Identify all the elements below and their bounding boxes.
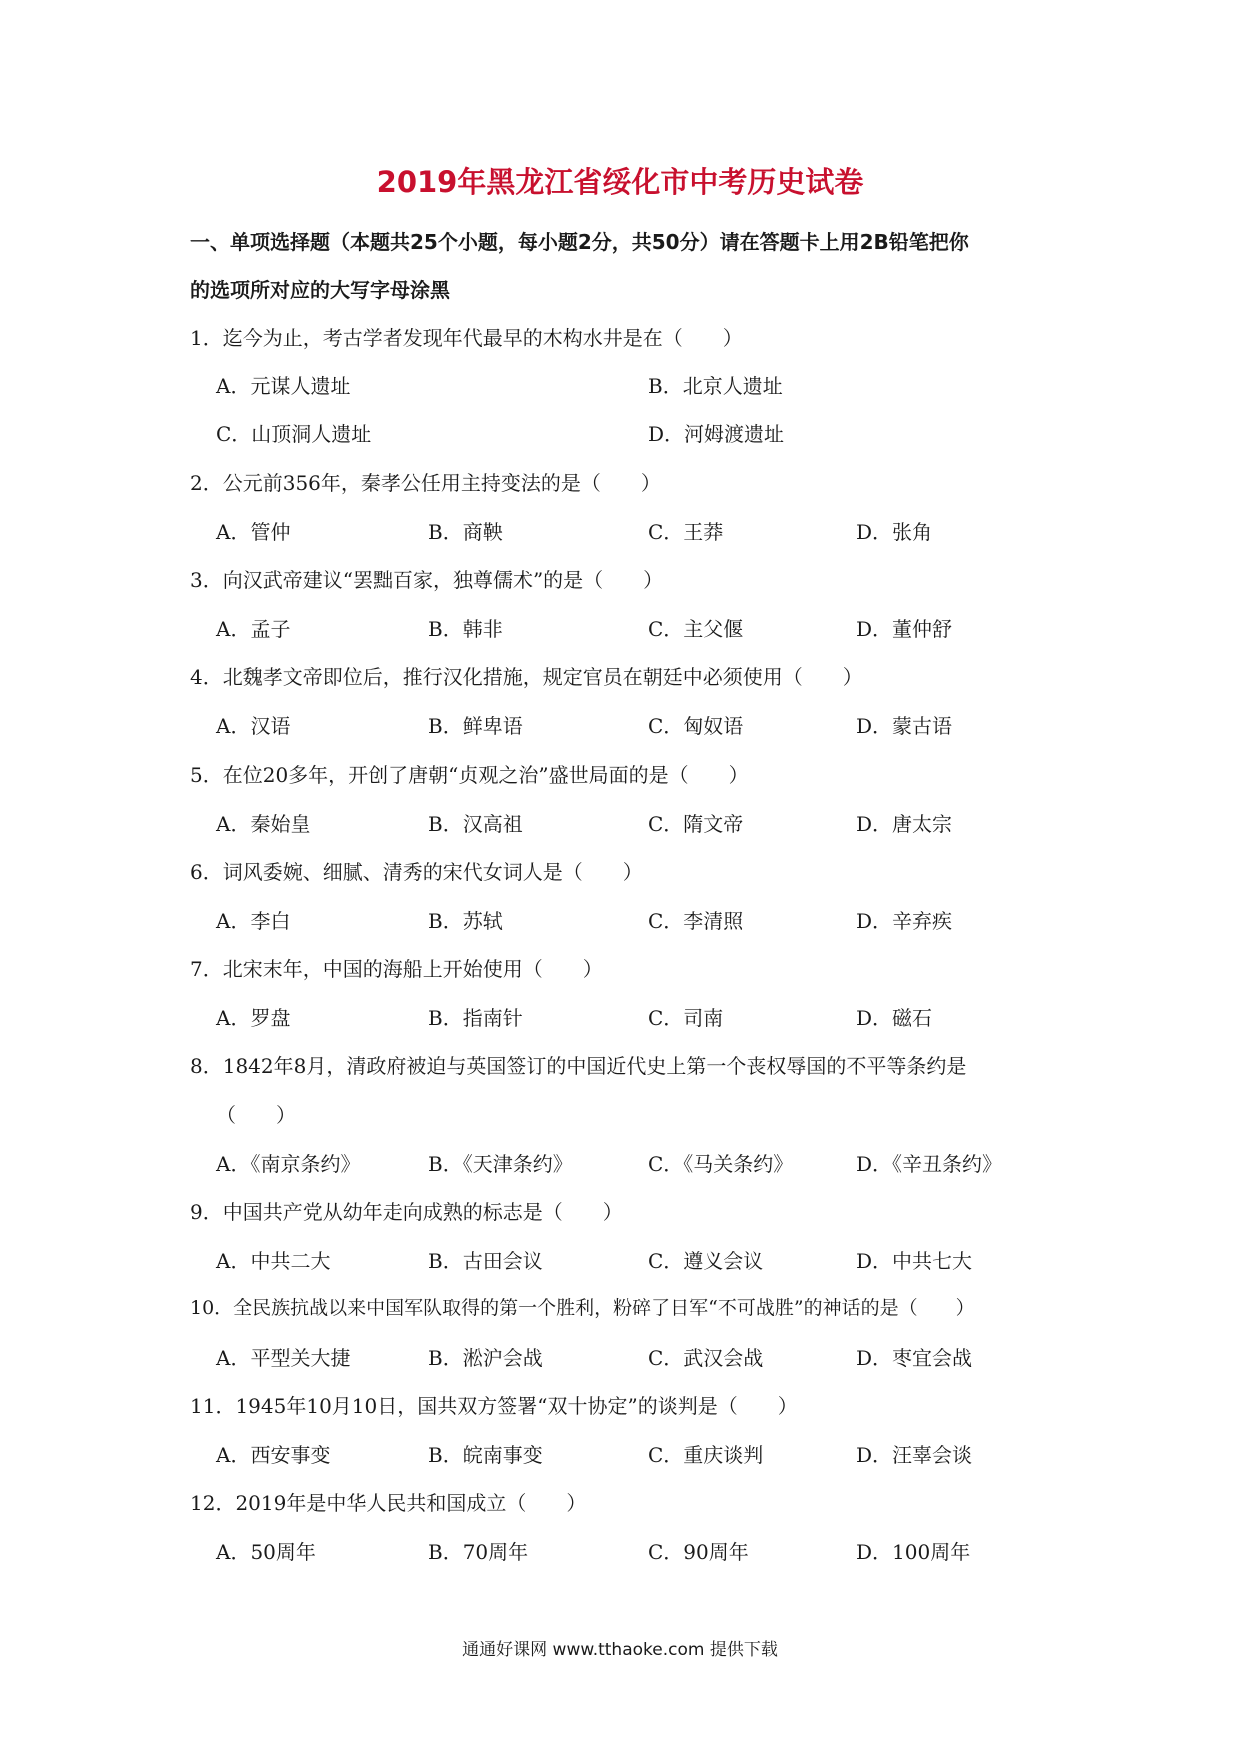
question-2-option-d: D．张角 bbox=[856, 520, 933, 544]
question-3-option-b: B．韩非 bbox=[428, 617, 503, 641]
question-7-option-a: A．罗盘 bbox=[216, 1006, 291, 1030]
question-7-option-c: C．司南 bbox=[648, 1006, 724, 1030]
question-1-option-b: B．北京人遗址 bbox=[648, 374, 783, 398]
question-9-option-a: A．中共二大 bbox=[216, 1249, 331, 1273]
question-1-option-c: C．山顶洞人遗址 bbox=[216, 422, 372, 446]
question-11-option-a: A．西安事变 bbox=[216, 1443, 331, 1467]
question-6-option-c: C．李清照 bbox=[648, 909, 744, 933]
question-3-option-c: C．主父偃 bbox=[648, 617, 744, 641]
question-7-option-d: D．磁石 bbox=[856, 1006, 933, 1030]
question-8-blank: （ ） bbox=[216, 1103, 296, 1127]
question-8-option-a: A．《南京条约》 bbox=[216, 1152, 361, 1176]
question-1-option-a: A．元谋人遗址 bbox=[216, 374, 351, 398]
question-12-option-a: A．50周年 bbox=[216, 1540, 316, 1564]
question-5-option-b: B．汉高祖 bbox=[428, 812, 523, 836]
question-8: 8．1842年8月，清政府被迫与英国签订的中国近代史上第一个丧权辱国的不平等条约是 bbox=[190, 1054, 967, 1078]
question-12-option-b: B．70周年 bbox=[428, 1540, 529, 1564]
question-10-option-a: A．平型关大捷 bbox=[216, 1346, 351, 1370]
section-heading-line-2: 的选项所对应的大写字母涂黑 bbox=[190, 278, 450, 302]
question-4-option-b: B．鲜卑语 bbox=[428, 714, 523, 738]
question-2: 2．公元前356年，秦孝公任用主持变法的是（ ） bbox=[190, 471, 661, 495]
question-12-option-c: C．90周年 bbox=[648, 1540, 749, 1564]
question-12-option-d: D．100周年 bbox=[856, 1540, 971, 1564]
question-10-option-c: C．武汉会战 bbox=[648, 1346, 764, 1370]
section-heading-line-1: 一、单项选择题（本题共25个小题，每小题2分，共50分）请在答题卡上用2B铅笔把你 bbox=[190, 230, 969, 254]
question-11: 11．1945年10月10日，国共双方签署“双十协定”的谈判是（ ） bbox=[190, 1394, 798, 1418]
question-9-option-c: C．遵义会议 bbox=[648, 1249, 764, 1273]
page-footer: 通通好课网 www.tthaoke.com 提供下载 bbox=[462, 1640, 778, 1660]
question-8-option-c: C．《马关条约》 bbox=[648, 1152, 794, 1176]
question-6-option-a: A．李白 bbox=[216, 909, 291, 933]
question-9-option-b: B．古田会议 bbox=[428, 1249, 543, 1273]
question-10: 10．全民族抗战以来中国军队取得的第一个胜利，粉碎了日军“不可战胜”的神话的是（ ） bbox=[190, 1297, 975, 1319]
question-11-option-d: D．汪辜会谈 bbox=[856, 1443, 973, 1467]
question-6: 6．词风委婉、细腻、清秀的宋代女词人是（ ） bbox=[190, 860, 643, 884]
question-5-option-d: D．唐太宗 bbox=[856, 812, 953, 836]
question-6-option-d: D．辛弃疾 bbox=[856, 909, 953, 933]
question-4-option-c: C．匈奴语 bbox=[648, 714, 744, 738]
question-10-option-b: B．淞沪会战 bbox=[428, 1346, 543, 1370]
question-3-option-a: A．孟子 bbox=[216, 617, 291, 641]
question-7: 7．北宋末年，中国的海船上开始使用（ ） bbox=[190, 957, 603, 981]
question-5-option-a: A．秦始皇 bbox=[216, 812, 311, 836]
question-3-option-d: D．董仲舒 bbox=[856, 617, 953, 641]
question-6-option-b: B．苏轼 bbox=[428, 909, 503, 933]
question-7-option-b: B．指南针 bbox=[428, 1006, 523, 1030]
question-4-option-a: A．汉语 bbox=[216, 714, 291, 738]
question-8-option-d: D．《辛丑条约》 bbox=[856, 1152, 1003, 1176]
question-11-option-c: C．重庆谈判 bbox=[648, 1443, 764, 1467]
question-3: 3．向汉武帝建议“罢黜百家，独尊儒术”的是（ ） bbox=[190, 568, 664, 592]
question-1: 1．迄今为止，考古学者发现年代最早的木构水井是在（ ） bbox=[190, 326, 743, 350]
question-2-option-a: A．管仲 bbox=[216, 520, 291, 544]
question-2-option-b: B．商鞅 bbox=[428, 520, 503, 544]
question-4: 4．北魏孝文帝即位后，推行汉化措施，规定官员在朝廷中必须使用（ ） bbox=[190, 665, 863, 689]
question-4-option-d: D．蒙古语 bbox=[856, 714, 953, 738]
question-11-option-b: B．皖南事变 bbox=[428, 1443, 543, 1467]
question-5: 5．在位20多年，开创了唐朝“贞观之治”盛世局面的是（ ） bbox=[190, 763, 749, 787]
question-8-option-b: B．《天津条约》 bbox=[428, 1152, 573, 1176]
question-9-option-d: D．中共七大 bbox=[856, 1249, 973, 1273]
question-12: 12．2019年是中华人民共和国成立（ ） bbox=[190, 1491, 587, 1515]
question-9: 9．中国共产党从幼年走向成熟的标志是（ ） bbox=[190, 1200, 623, 1224]
question-5-option-c: C．隋文帝 bbox=[648, 812, 744, 836]
question-10-option-d: D．枣宜会战 bbox=[856, 1346, 973, 1370]
page-title: 2019年黑龙江省绥化市中考历史试卷 bbox=[376, 165, 864, 199]
question-1-option-d: D．河姆渡遗址 bbox=[648, 422, 785, 446]
question-2-option-c: C．王莽 bbox=[648, 520, 724, 544]
